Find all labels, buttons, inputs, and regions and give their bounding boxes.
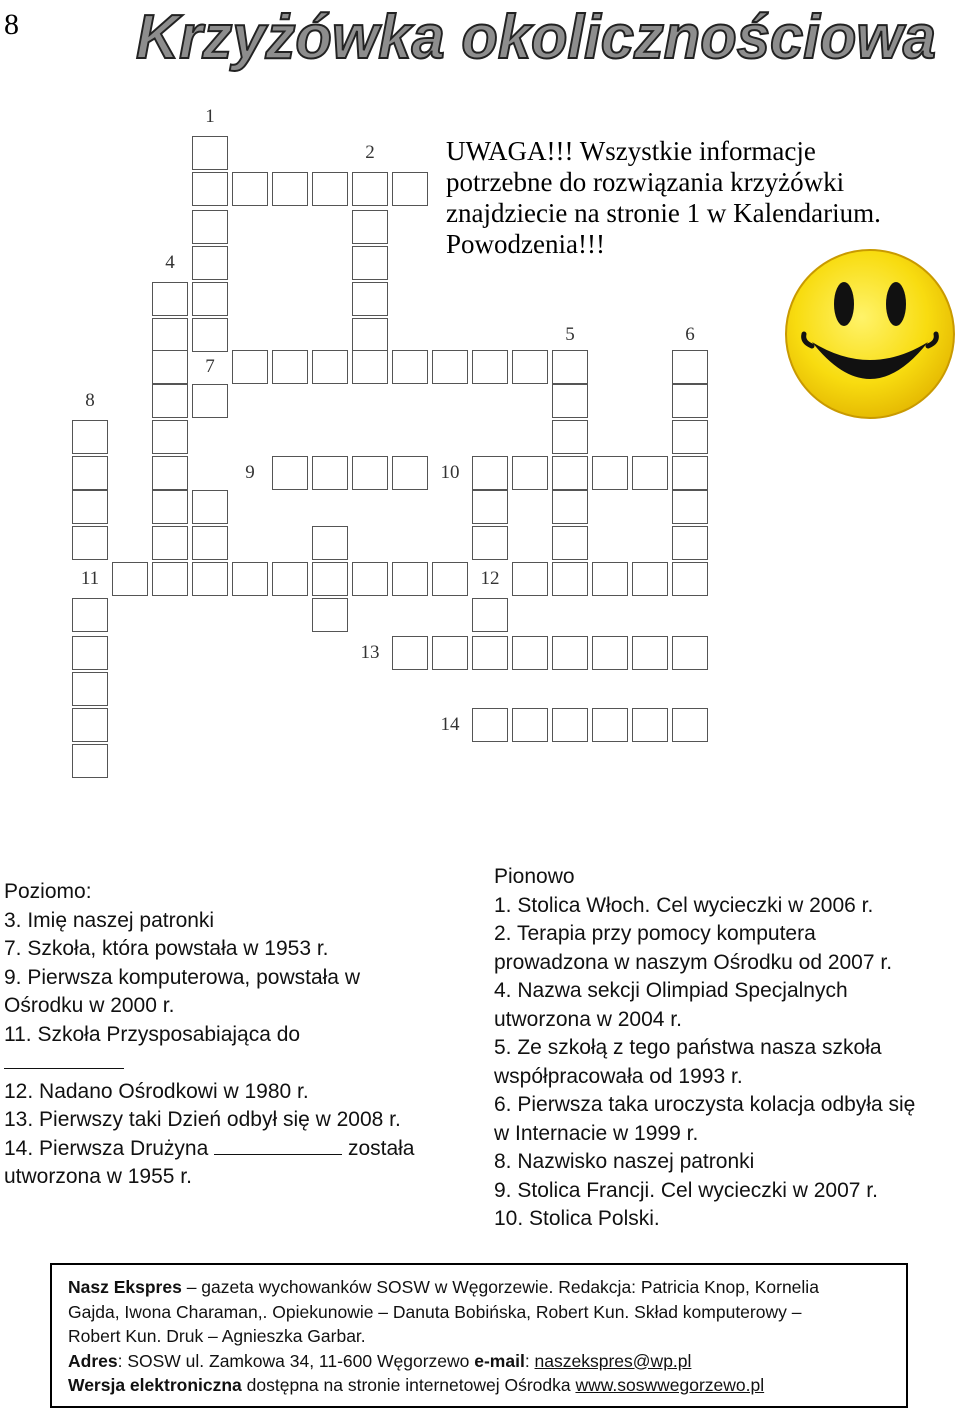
crossword-cell[interactable] <box>512 636 548 670</box>
crossword-cell[interactable] <box>192 384 228 418</box>
crossword-cell[interactable] <box>472 708 508 742</box>
crossword-cell[interactable] <box>512 708 548 742</box>
clue-h-14-text: 14. Pierwsza Drużyna <box>4 1136 209 1160</box>
footer-line-1-text: – gazeta wychowanków SOSW w Węgorzewie. Redakcja: Patricia Knop, Kornelia <box>181 1277 819 1297</box>
blank-line <box>4 1050 124 1069</box>
crossword-cell[interactable] <box>472 490 508 524</box>
clues-vertical <box>494 863 954 1234</box>
blank-line <box>214 1136 342 1155</box>
crossword-cell[interactable] <box>472 636 508 670</box>
footer-electronic-text: dostępna na stronie internetowej Ośrodka <box>241 1375 576 1395</box>
crossword-clue-number: 5 <box>565 324 575 345</box>
crossword-cell[interactable] <box>272 562 308 596</box>
crossword-clue-number: 9 <box>245 462 255 483</box>
crossword-cell[interactable] <box>312 456 348 490</box>
clue-h-13: 13. Pierwszy taki Dzień odbył się w 2008 r. <box>4 1108 401 1131</box>
crossword-cell[interactable] <box>152 282 188 316</box>
footer-email-label: e-mail <box>474 1350 525 1371</box>
crossword-cell[interactable] <box>432 636 468 670</box>
crossword-cell[interactable] <box>72 636 108 670</box>
footer-newspaper-name: Nasz Ekspres <box>68 1277 182 1297</box>
crossword-cell[interactable] <box>392 350 428 384</box>
crossword-cell[interactable] <box>592 562 628 596</box>
footer-line-5 <box>68 1373 892 1398</box>
crossword-cell[interactable] <box>272 172 308 206</box>
crossword-cell[interactable] <box>552 350 588 384</box>
crossword-clue-number: 2 <box>365 142 375 163</box>
crossword-cell[interactable] <box>152 526 188 560</box>
crossword-cell[interactable] <box>272 456 308 490</box>
clue-v-10: 10. Stolica Polski. <box>494 1207 660 1230</box>
clue-h-11: 11. Szkoła Przysposabiająca do <box>4 1022 301 1046</box>
crossword-cell[interactable] <box>552 636 588 670</box>
crossword-cell[interactable] <box>312 562 348 596</box>
crossword-cell[interactable] <box>392 562 428 596</box>
clue-h-12: 12. Nadano Ośrodkowi w 1980 r. <box>4 1079 309 1103</box>
footer-electronic-label: Wersja elektroniczna <box>68 1375 242 1395</box>
footer-line-4 <box>68 1349 892 1374</box>
page-number: 8 <box>4 8 19 41</box>
crossword-cell[interactable] <box>152 318 188 352</box>
clue-v-2: 2. Terapia przy pomocy komputera <box>494 922 816 945</box>
crossword-cell[interactable] <box>192 246 228 280</box>
crossword-cell[interactable] <box>672 562 708 596</box>
crossword-cell[interactable] <box>352 246 388 280</box>
crossword-clue-number: 6 <box>685 324 695 345</box>
crossword-cell[interactable] <box>192 526 228 560</box>
notice-line3: znajdziecie na stronie 1 w Kalendarium. <box>446 198 881 228</box>
clue-v-8: 8. Nazwisko naszej patronki <box>494 1150 755 1173</box>
crossword-cell[interactable] <box>512 350 548 384</box>
crossword-cell[interactable] <box>392 456 428 490</box>
crossword-cell[interactable] <box>192 282 228 316</box>
crossword-cell[interactable] <box>72 744 108 778</box>
footer-address-label: Adres <box>68 1350 118 1371</box>
crossword-cell[interactable] <box>192 172 228 206</box>
crossword-cell[interactable] <box>192 136 228 170</box>
crossword-cell[interactable] <box>192 210 228 244</box>
crossword-clue-number: 14 <box>440 714 460 735</box>
clue-h-14-suffix: została <box>347 1136 415 1160</box>
clue-h-7: 7. Szkoła, która powstała w 1953 r. <box>4 937 329 960</box>
crossword-cell[interactable] <box>152 350 188 384</box>
crossword-cell[interactable]: 12 <box>480 568 500 589</box>
crossword-cell[interactable] <box>232 172 268 206</box>
crossword-cell[interactable] <box>392 636 428 670</box>
crossword-cell[interactable] <box>672 456 708 490</box>
crossword-cell[interactable] <box>432 562 468 596</box>
crossword-cell[interactable] <box>312 350 348 384</box>
crossword-cell[interactable] <box>472 598 508 632</box>
crossword-cell[interactable] <box>72 420 108 454</box>
crossword-cell[interactable] <box>512 456 548 490</box>
footer-colon: : <box>524 1350 535 1371</box>
crossword-clue-number: 4 <box>165 252 175 273</box>
crossword-cell[interactable] <box>592 636 628 670</box>
clues-horizontal <box>4 878 456 1192</box>
clue-v-5: 5. Ze szkołą z tego państwa nasza szkoła <box>494 1036 882 1059</box>
clue-v-6-cont: w Internacie w 1999 r. <box>494 1121 699 1145</box>
notice-bold: UWAGA!!! <box>446 136 574 166</box>
crossword-cell[interactable] <box>352 282 388 316</box>
clue-v-1: 1. Stolica Włoch. Cel wycieczki w 2006 r. <box>494 893 874 917</box>
notice-line1: Wszystkie informacje <box>573 136 816 166</box>
crossword-cell[interactable] <box>112 562 148 596</box>
clues-horizontal-heading: Poziomo: <box>4 880 92 903</box>
crossword-cell[interactable] <box>672 636 708 670</box>
crossword-cell[interactable]: 11 <box>80 568 100 589</box>
crossword-cell[interactable] <box>312 526 348 560</box>
crossword-cell[interactable] <box>472 456 508 490</box>
crossword-cell[interactable] <box>432 350 468 384</box>
notice-line2: potrzebne do rozwiązania krzyżówki <box>446 167 845 197</box>
footer-address: : SOSW ul. Zamkowa 34, 11-600 Węgorzewo <box>117 1350 475 1371</box>
clue-h-9-cont: Ośrodku w 2000 r. <box>4 994 175 1017</box>
crossword-clue-number: 1 <box>205 106 215 127</box>
crossword-cell[interactable] <box>72 456 108 490</box>
crossword-cell[interactable] <box>552 562 588 596</box>
footer-email-link[interactable]: naszekspres@wp.pl <box>534 1350 692 1371</box>
crossword-cell[interactable] <box>472 350 508 384</box>
clue-v-2-cont: prowadzona w naszym Ośrodku od 2007 r. <box>494 950 893 974</box>
crossword-cell[interactable] <box>672 708 708 742</box>
crossword-cell[interactable] <box>232 350 268 384</box>
crossword-cell[interactable] <box>272 350 308 384</box>
crossword-cell[interactable] <box>152 456 188 490</box>
smiley-face-icon <box>782 246 958 422</box>
crossword-cell[interactable] <box>192 562 228 596</box>
crossword-cell[interactable]: 7 <box>205 356 215 377</box>
crossword-clue-number: 8 <box>85 390 95 411</box>
crossword-cell[interactable] <box>552 490 588 524</box>
crossword-cell[interactable] <box>632 456 668 490</box>
crossword-cell[interactable] <box>152 490 188 524</box>
crossword-cell[interactable] <box>392 172 428 206</box>
crossword-cell[interactable] <box>72 526 108 560</box>
footer-line-2: Gajda, Iwona Charaman,. Opiekunowie – Danuta Bobińska, Robert Kun. Skład komputerowy – <box>68 1301 802 1322</box>
crossword-cell[interactable] <box>72 708 108 742</box>
crossword-cell[interactable] <box>312 598 348 632</box>
crossword-cell[interactable] <box>552 526 588 560</box>
clue-h-14-cont: utworzona w 1955 r. <box>4 1165 192 1188</box>
clue-h-14 <box>4 1135 456 1164</box>
page-title-text: Krzyżówka okolicznościowa <box>136 3 936 72</box>
crossword-cell[interactable] <box>352 318 388 352</box>
footer-line-1 <box>68 1275 892 1300</box>
crossword-cell[interactable] <box>672 490 708 524</box>
crossword-cell[interactable] <box>72 490 108 524</box>
clue-h-3: 3. Imię naszej patronki <box>4 908 215 932</box>
clue-v-4: 4. Nazwa sekcji Olimpiad Specjalnych <box>494 979 848 1002</box>
crossword-cell[interactable] <box>152 562 188 596</box>
clue-h-11-blank <box>4 1049 456 1078</box>
crossword-cell[interactable] <box>352 172 388 206</box>
crossword-cell[interactable] <box>632 636 668 670</box>
clue-v-5-cont: współpracowała od 1993 r. <box>494 1064 743 1088</box>
footer-box <box>50 1263 908 1408</box>
crossword-cell[interactable] <box>672 384 708 418</box>
crossword-cell[interactable] <box>672 420 708 454</box>
notice-line4: Powodzenia!!! <box>446 229 605 259</box>
crossword-cell[interactable] <box>352 562 388 596</box>
crossword-cell[interactable] <box>72 598 108 632</box>
crossword-cell[interactable] <box>232 562 268 596</box>
crossword-cell[interactable] <box>192 318 228 352</box>
crossword-cell[interactable] <box>192 490 228 524</box>
crossword-cell[interactable] <box>552 456 588 490</box>
crossword-cell[interactable] <box>152 384 188 418</box>
crossword-cell[interactable] <box>352 456 388 490</box>
crossword-cell[interactable] <box>552 420 588 454</box>
crossword-cell[interactable] <box>72 672 108 706</box>
footer-website-link[interactable]: www.soswwegorzewo.pl <box>575 1375 765 1395</box>
crossword-cell[interactable] <box>472 526 508 560</box>
crossword-cell[interactable] <box>512 562 548 596</box>
notice <box>446 136 886 260</box>
crossword-cell[interactable] <box>152 420 188 454</box>
crossword-cell[interactable] <box>632 562 668 596</box>
crossword-clue-number: 13 <box>360 642 380 663</box>
crossword-cell[interactable] <box>352 350 388 384</box>
footer-line-3: Robert Kun. Druk – Agnieszka Garbar. <box>68 1326 366 1346</box>
crossword-cell[interactable] <box>552 384 588 418</box>
clue-v-6: 6. Pierwsza taka uroczysta kolacja odbyła się <box>494 1093 916 1116</box>
crossword-cell[interactable] <box>632 708 668 742</box>
crossword-cell[interactable] <box>672 350 708 384</box>
crossword-cell[interactable] <box>592 456 628 490</box>
crossword-cell[interactable] <box>552 708 588 742</box>
crossword-cell[interactable]: 10 <box>440 462 460 483</box>
clues-vertical-heading: Pionowo <box>494 865 575 888</box>
clue-v-9: 9. Stolica Francji. Cel wycieczki w 2007 r. <box>494 1178 878 1202</box>
clue-h-9: 9. Pierwsza komputerowa, powstała w <box>4 965 360 989</box>
clue-v-4-cont: utworzona w 2004 r. <box>494 1007 682 1031</box>
crossword-cell[interactable] <box>352 210 388 244</box>
crossword-cell[interactable] <box>312 172 348 206</box>
crossword-cell[interactable] <box>672 526 708 560</box>
crossword-cell[interactable] <box>592 708 628 742</box>
